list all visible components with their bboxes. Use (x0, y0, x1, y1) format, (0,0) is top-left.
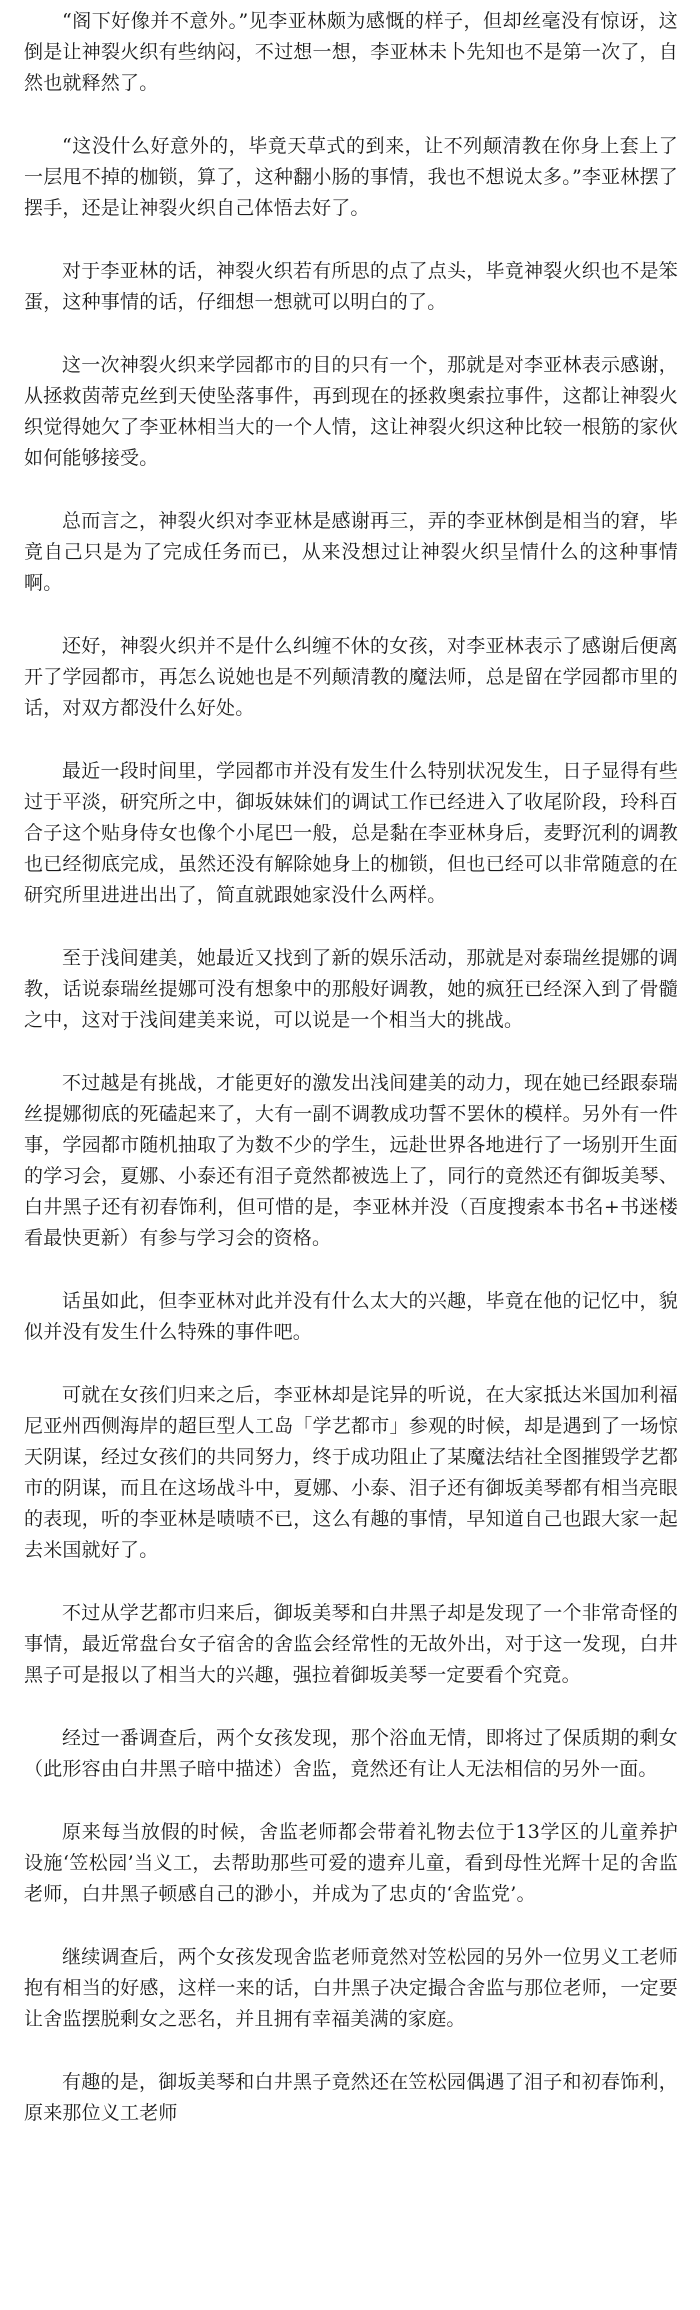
paragraph: 不过从学艺都市归来后，御坂美琴和白井黑子却是发现了一个非常奇怪的事情，最近常盘台女子宿舍的舍监会经常性的无故外出，对于这一发现，白井黑子可是报以了相当大的兴趣，强拉着御坂美琴一定要看个究竟。 (24, 1602, 678, 1686)
paragraph: 经过一番调查后，两个女孩发现，那个浴血无情，即将过了保质期的剩女（此形容由白井黑子暗中描述）舍监，竟然还有让人无法相信的另外一面。 (24, 1727, 678, 1780)
paragraph: 可就在女孩们归来之后，李亚林却是诧异的听说，在大家抵达米国加利福尼亚州西侧海岸的超巨型人工岛「学艺都市」参观的时候，却是遇到了一场惊天阴谋，经过女孩们的共同努力，终于成功阻止了某魔法结社全图摧毁学艺都市的阴谋，而且在这场战斗中，夏娜、小泰、泪子还有御坂美琴都有相当亮眼的表现，听的李亚林是啧啧不已，这么有趣的事情，早知道自己也跟大家一起去米国就好了。 (24, 1384, 678, 1561)
paragraph: 还好，神裂火织并不是什么纠缠不休的女孩，对李亚林表示了感谢后便离开了学园都市，再怎么说她也是不列颠清教的魔法师，总是留在学园都市里的话，对双方都没什么好处。 (24, 635, 678, 719)
paragraph: 不过越是有挑战，才能更好的激发出浅间建美的动力，现在她已经跟泰瑞丝提娜彻底的死磕起来了，大有一副不调教成功誓不罢休的模样。另外有一件事，学园都市随机抽取了为数不少的学生，远赴世界各地进行了一场别开生面的学习会，夏娜、小泰还有泪子竟然都被选上了，同行的竟然还有御坂美琴、白井黑子还有初春饰利，但可惜的是，李亚林并没（百度搜索本书名+书迷楼 看最快更新）有参与学习会的资格。 (24, 1072, 678, 1249)
paragraph: 原来每当放假的时候，舍监老师都会带着礼物去位于13学区的儿童养护设施‘笠松园’当义工，去帮助那些可爱的遗弃儿童，看到母性光辉十足的舍监老师，白井黑子顿感自己的渺小，并成为了忠贞的‘舍监党’。 (24, 1821, 678, 1905)
paragraph: “阁下好像并不意外。”见李亚林颇为感慨的样子，但却丝毫没有惊讶，这倒是让神裂火织有些纳闷，不过想一想，李亚林未卜先知也不是第一次了，自然也就释然了。 (24, 10, 678, 94)
paragraph: 至于浅间建美，她最近又找到了新的娱乐活动，那就是对泰瑞丝提娜的调教，话说泰瑞丝提娜可没有想象中的那般好调教，她的疯狂已经深入到了骨髓之中，这对于浅间建美来说，可以说是一个相当大的挑战。 (24, 947, 678, 1031)
paragraph: 有趣的是，御坂美琴和白井黑子竟然还在笠松园偶遇了泪子和初春饰利，原来那位义工老师 (24, 2071, 678, 2124)
paragraph: 继续调查后，两个女孩发现舍监老师竟然对笠松园的另外一位男义工老师抱有相当的好感，这样一来的话，白井黑子决定撮合舍监与那位老师，一定要让舍监摆脱剩女之恶名，并且拥有幸福美满的家庭。 (24, 1946, 678, 2030)
paragraph: 话虽如此，但李亚林对此并没有什么太大的兴趣，毕竟在他的记忆中，貌似并没有发生什么特殊的事件吧。 (24, 1290, 678, 1343)
paragraph: “这没什么好意外的，毕竟天草式的到来，让不列颠清教在你身上套上了一层甩不掉的枷锁，算了，这种翻小肠的事情，我也不想说太多。”李亚林摆了摆手，还是让神裂火织自己体悟去好了。 (24, 135, 678, 219)
paragraph: 对于李亚林的话，神裂火织若有所思的点了点头，毕竟神裂火织也不是笨蛋，这种事情的话，仔细想一想就可以明白的了。 (24, 260, 678, 313)
paragraph: 这一次神裂火织来学园都市的目的只有一个，那就是对李亚林表示感谢，从拯救茵蒂克丝到天使坠落事件，再到现在的拯救奥索拉事件，这都让神裂火织觉得她欠了李亚林相当大的一个人情，这让神裂火织这种比较一根筋的家伙如何能够接受。 (24, 354, 678, 469)
paragraph: 最近一段时间里，学园都市并没有发生什么特别状况发生，日子显得有些过于平淡，研究所之中，御坂妹妹们的调试工作已经进入了收尾阶段，玲科百合子这个贴身侍女也像个小尾巴一般，总是黏在李亚林身后，麦野沉利的调教也已经彻底完成，虽然还没有解除她身上的枷锁，但也已经可以非常随意的在研究所里进进出出了，简直就跟她家没什么两样。 (24, 760, 678, 906)
paragraph: 总而言之，神裂火织对李亚林是感谢再三，弄的李亚林倒是相当的窘，毕竟自己只是为了完成任务而已，从来没想过让神裂火织呈情什么的这种事情啊。 (24, 510, 678, 594)
